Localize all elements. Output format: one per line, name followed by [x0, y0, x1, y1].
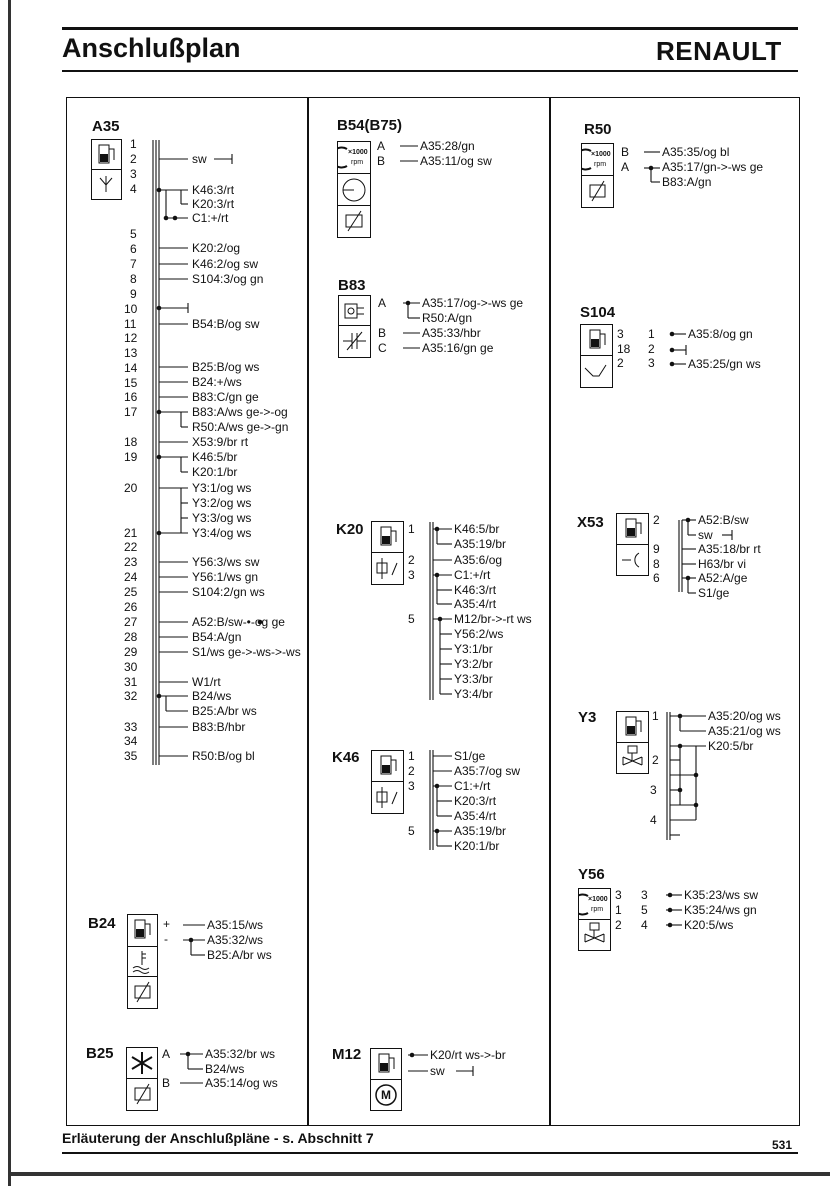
b54-rpm-bottom: rpm	[351, 159, 364, 166]
r50-icon-thermistor	[581, 175, 614, 208]
b54-icon-rpm	[337, 141, 371, 174]
a35-pin: 13	[124, 346, 138, 360]
b83-wire: R50:A/gn	[422, 311, 473, 325]
k46-wire: S1/ge	[454, 749, 486, 763]
a35-pin: 15	[124, 376, 138, 390]
y3-icon-valve	[616, 742, 649, 774]
y3-pin: 3	[650, 783, 657, 797]
component-k20: K20	[336, 521, 364, 538]
r50-rpm-top: ×1000	[591, 151, 611, 158]
a35-pin: 23	[124, 555, 138, 569]
page-number: 531	[772, 1138, 793, 1152]
a35-pin: 26	[124, 600, 138, 614]
k46-pin: 1	[408, 749, 415, 763]
b83-pin: A	[378, 296, 387, 310]
b54-wire: A35:28/gn	[420, 139, 475, 153]
x53-icon-fuel	[616, 513, 649, 545]
x53-pin: 9	[653, 542, 660, 556]
component-s104: S104	[580, 304, 616, 321]
y3-wire: A35:20/og ws	[708, 709, 781, 723]
a35-pin: 9	[130, 287, 137, 301]
a35-wire: B25:A/br ws	[192, 704, 257, 718]
k20-wire: Y3:3/br	[454, 672, 493, 686]
y56-rpm-top: ×1000	[588, 896, 608, 903]
y3-pin: 2	[652, 753, 659, 767]
k20-wire: Y3:1/br	[454, 642, 493, 656]
a35-pin: 16	[124, 390, 138, 404]
y56-pin-right: 4	[641, 918, 648, 932]
b24-icon-fuel	[127, 914, 158, 947]
component-b54: B54(B75)	[337, 117, 403, 134]
k46-pin: 3	[408, 779, 415, 793]
k20-pin: 3	[408, 568, 415, 582]
b24-icon-thermistor	[127, 976, 158, 1009]
b54-icon-thermistor	[337, 205, 371, 238]
b54-pin: A	[377, 139, 386, 153]
component-x53: X53	[577, 514, 604, 531]
b24-icon-coolant-temp	[127, 946, 158, 977]
a35-wire: K20:3/rt	[192, 197, 235, 211]
a35-pin: 1	[130, 137, 137, 151]
b24-pin: -	[164, 932, 168, 946]
a35-wire: B83:C/gn ge	[192, 390, 259, 404]
a35-wire: K20:2/og	[192, 241, 241, 255]
a35-wire: R50:A/ws ge->-gn	[192, 420, 289, 434]
k20-pin: 5	[408, 612, 415, 626]
y56-pin-right: 3	[641, 888, 648, 902]
a35-pin: 6	[130, 242, 137, 256]
b83-pin: C	[378, 341, 387, 355]
k20-wire: Y3:4/br	[454, 687, 493, 701]
a35-pin: 35	[124, 749, 138, 763]
b54-pin: B	[377, 154, 386, 168]
x53-wire: A35:18/br rt	[698, 542, 761, 556]
a35-wire: S1/ws ge->-ws->-ws	[192, 645, 301, 659]
a35-wire: K20:1/br	[192, 465, 238, 479]
m12-icon-motor	[370, 1079, 402, 1111]
x53-icon-connector	[616, 544, 649, 576]
a35-pin: 29	[124, 645, 138, 659]
a35-pin: 34	[124, 734, 138, 748]
a35-wire: Y3:1/og ws	[192, 481, 252, 495]
m12-wire: sw	[430, 1064, 445, 1078]
a35-pin: 30	[124, 660, 138, 674]
r50-wire: A35:35/og bl	[662, 145, 730, 159]
a35-wire: S104:2/gn ws	[192, 585, 265, 599]
y3-wire: A35:21/og ws	[708, 724, 781, 738]
a35-wire: B25:B/og ws	[192, 360, 260, 374]
k20-pin: 1	[408, 522, 415, 536]
k46-pin: 5	[408, 824, 415, 838]
y3-wire: K20:5/br	[708, 739, 754, 753]
a35-wire: B54:A/gn	[192, 630, 242, 644]
b54-rpm-top: ×1000	[348, 149, 368, 156]
a35-pin: 28	[124, 630, 138, 644]
a35-wire: Y3:2/og ws	[192, 496, 252, 510]
b83-icon-capacitor	[338, 325, 371, 358]
a35-wire: Y3:4/og ws	[192, 526, 252, 540]
component-m12: M12	[332, 1046, 362, 1063]
component-a35: A35	[92, 118, 120, 135]
k20-wire: A35:19/br	[454, 537, 507, 551]
b24-wire: A35:15/ws	[207, 918, 264, 932]
component-b83: B83	[338, 277, 366, 294]
brand-name: RENAULT	[656, 36, 782, 66]
a35-icon-fuel	[91, 139, 122, 170]
k20-pin: 2	[408, 553, 415, 567]
k20-wire: A35:6/og	[454, 553, 503, 567]
y56-pin-left: 3	[615, 888, 622, 902]
b25-wire: A35:32/br ws	[205, 1047, 276, 1061]
a35-pin: 31	[124, 675, 138, 689]
r50-wire: A35:17/gn->-ws ge	[662, 160, 764, 174]
b83-wire: A35:17/og->-ws ge	[422, 296, 524, 310]
s104-icon-fuel	[580, 324, 613, 356]
a35-wire: Y56:1/ws gn	[192, 570, 259, 584]
y56-pin-right: 5	[641, 903, 648, 917]
r50-pin: B	[621, 145, 630, 159]
k20-icon-relay	[371, 552, 404, 585]
k20-wire: Y3:2/br	[454, 657, 493, 671]
k46-wire: C1:+/rt	[454, 779, 491, 793]
a35-wire: R50:B/og bl	[192, 749, 255, 763]
b54-icon-sensor	[337, 173, 371, 206]
m12-icon-fuel	[370, 1048, 402, 1080]
b83-pin: B	[378, 326, 387, 340]
x53-pin: 6	[653, 571, 660, 585]
r50-icon-rpm	[581, 143, 614, 176]
a35-wire: K46:5/br	[192, 450, 238, 464]
b83-icon-pressure	[338, 295, 371, 326]
a35-pin: 8	[130, 272, 137, 286]
a35-pin: 32	[124, 689, 138, 703]
b25-wire: B24/ws	[205, 1062, 245, 1076]
a35-pin: 21	[124, 526, 138, 540]
y56-wire: K35:24/ws gn	[684, 903, 757, 917]
s104-pin-left: 2	[617, 356, 624, 370]
a35-pin: 17	[124, 405, 138, 419]
y56-icon-valve	[578, 919, 611, 951]
a35-wire: X53:9/br rt	[192, 435, 249, 449]
b54-wire: A35:11/og sw	[420, 154, 492, 168]
a35-wire: B54:B/og sw	[192, 317, 260, 331]
y56-pin-left: 2	[615, 918, 622, 932]
x53-pin: 8	[653, 557, 660, 571]
a35-wire: K46:2/og sw	[192, 257, 259, 271]
a35-pin: 2	[130, 152, 137, 166]
a35-icon-antenna	[91, 169, 122, 200]
r50-pin: A	[621, 160, 630, 174]
a35-wire: C1:+/rt	[192, 211, 229, 225]
r50-rpm-bottom: rpm	[594, 161, 607, 168]
k46-wire: K20:3/rt	[454, 794, 497, 808]
k20-wire: K46:5/br	[454, 522, 500, 536]
s104-wire: A35:25/gn ws	[688, 357, 761, 371]
a35-wire: S104:3/og gn	[192, 272, 264, 286]
y56-pin-left: 1	[615, 903, 622, 917]
y56-wire: K35:23/ws sw	[684, 888, 759, 902]
a35-pin: 14	[124, 361, 138, 375]
s104-pin-left: 3	[617, 327, 624, 341]
a35-wire: W1/rt	[192, 675, 221, 689]
component-b25: B25	[86, 1045, 114, 1062]
a35-pin: 7	[130, 257, 137, 271]
a35-pin: 22	[124, 540, 138, 554]
a35-wire: B24:+/ws	[192, 375, 242, 389]
a35-pin: 11	[124, 317, 137, 331]
y56-rpm-bottom: rpm	[591, 906, 604, 913]
k20-wire: M12/br->-rt ws	[454, 612, 532, 626]
y56-wire: K20:5/ws	[684, 918, 734, 932]
a35-wire: sw	[192, 152, 207, 166]
x53-wire: A52:A/ge	[698, 571, 748, 585]
k20-wire: A35:4/rt	[454, 597, 497, 611]
a35-wire: Y3:3/og ws	[192, 511, 252, 525]
a35-pin: 27	[124, 615, 138, 629]
a35-pin: 33	[124, 720, 138, 734]
k20-wire: C1:+/rt	[454, 568, 491, 582]
x53-pin: 2	[653, 513, 660, 527]
a35-wire: B24/ws	[192, 689, 232, 703]
y3-pin: 4	[650, 813, 657, 827]
a35-wire: A52:B/sw-•-og ge	[192, 615, 285, 629]
k46-icon-relay	[371, 781, 404, 814]
s104-pin-left: 18	[617, 342, 631, 356]
b25-pin: A	[162, 1047, 171, 1061]
a35-pin: 12	[124, 331, 138, 345]
k20-wire: K46:3/rt	[454, 583, 497, 597]
a35-wire: K46:3/rt	[192, 183, 235, 197]
a35-pin: 4	[130, 182, 137, 196]
x53-wire: S1/ge	[698, 586, 730, 600]
b25-icon-snowflake	[126, 1047, 158, 1079]
a35-wire: B83:B/hbr	[192, 720, 246, 734]
k46-icon-fuel	[371, 750, 404, 782]
k46-wire: A35:7/og sw	[454, 764, 521, 778]
a35-pin: 24	[124, 570, 138, 584]
a35-pin: 5	[130, 227, 137, 241]
a35-pin: 10	[124, 302, 138, 316]
x53-wire: A52:B/sw	[698, 513, 749, 527]
a35-wire: B83:A/ws ge->-og	[192, 405, 288, 419]
k20-icon-fuel	[371, 521, 404, 553]
a35-wire: Y56:3/ws sw	[192, 555, 260, 569]
s104-pin-right: 1	[648, 327, 655, 341]
component-k46: K46	[332, 749, 360, 766]
s104-pin-right: 3	[648, 356, 655, 370]
b83-wire: A35:16/gn ge	[422, 341, 494, 355]
b25-icon-thermistor	[126, 1078, 158, 1111]
s104-wire: A35:8/og gn	[688, 327, 753, 341]
s104-pin-right: 2	[648, 342, 655, 356]
b25-pin: B	[162, 1076, 171, 1090]
page-title: Anschlußplan	[62, 33, 241, 63]
b25-wire: A35:14/og ws	[205, 1076, 278, 1090]
b24-wire: A35:32/ws	[207, 933, 264, 947]
footer-note: Erläuterung der Anschlußpläne - s. Abschnitt 7	[62, 1130, 374, 1146]
component-y56: Y56	[578, 866, 605, 883]
r50-wire: B83:A/gn	[662, 175, 712, 189]
a35-pin: 3	[130, 167, 137, 181]
a35-pin: 18	[124, 435, 138, 449]
k46-pin: 2	[408, 764, 415, 778]
x53-wire: H63/br vi	[698, 557, 747, 571]
a35-pin: 20	[124, 481, 138, 495]
k20-wire: Y56:2/ws	[454, 627, 504, 641]
a35-pin: 25	[124, 585, 138, 599]
m12-wire: K20/rt ws->-br	[430, 1048, 506, 1062]
x53-wire: sw	[698, 528, 713, 542]
b24-pin: +	[163, 917, 171, 931]
y56-icon-rpm	[578, 888, 611, 920]
y3-icon-fuel	[616, 711, 649, 743]
a35-pin: 19	[124, 450, 138, 464]
k46-wire: A35:19/br	[454, 824, 507, 838]
b83-wire: A35:33/hbr	[422, 326, 481, 340]
component-r50: R50	[584, 121, 612, 138]
k46-wire: K20:1/br	[454, 839, 500, 853]
b24-wire: B25:A/br ws	[207, 948, 272, 962]
component-y3: Y3	[578, 709, 597, 726]
k46-wire: A35:4/rt	[454, 809, 497, 823]
component-b24: B24	[88, 915, 116, 932]
y3-pin: 1	[652, 709, 659, 723]
motor-letter: M	[381, 1088, 391, 1102]
s104-icon-switch	[580, 355, 613, 388]
